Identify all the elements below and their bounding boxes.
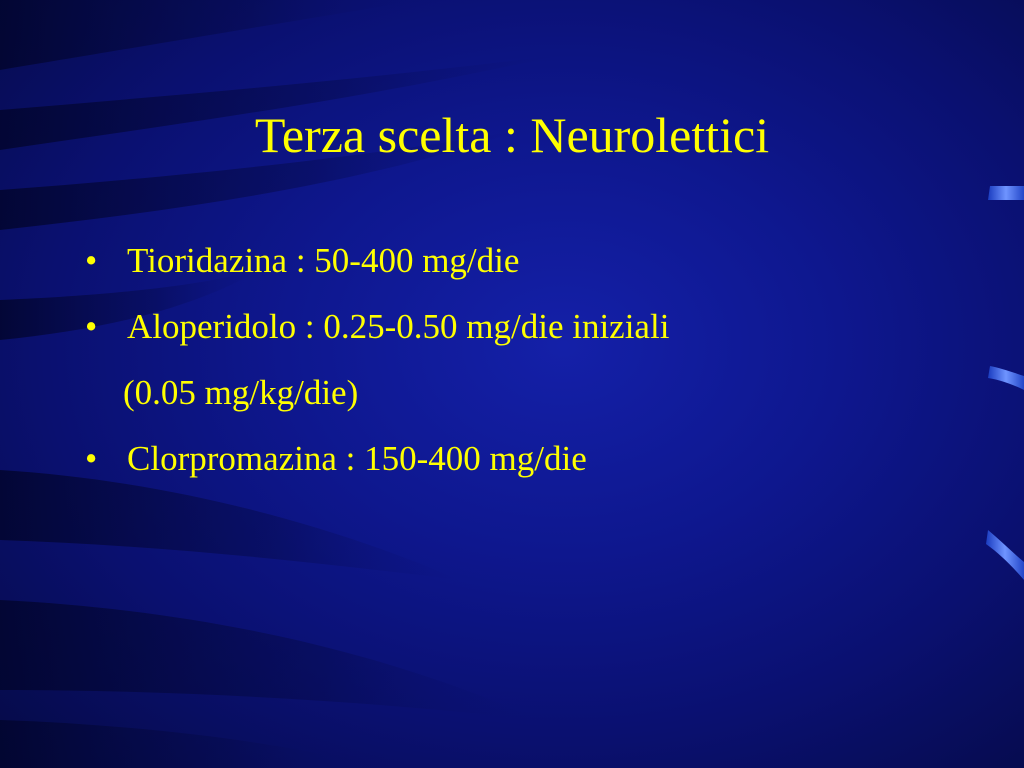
swoosh-band [0,600,540,720]
bullet-icon: • [85,439,98,478]
list-item-text: (0.05 mg/kg/die) [123,373,359,412]
list-item [85,294,985,360]
list-item-text: Aloperidolo : 0.25-0.50 mg/die iniziali [127,307,670,346]
list-item [85,426,985,492]
list-item-text: Clorpromazina : 150-400 mg/die [127,439,587,478]
bullet-icon: • [85,241,98,280]
swoosh-band [0,0,420,70]
bullet-icon: • [85,307,98,346]
edge-tab-decoration [988,366,1024,390]
bullet-list [85,228,985,492]
swoosh-band [0,720,380,768]
list-item [85,228,985,294]
list-item-continuation [85,360,985,426]
edge-tab-decoration [988,186,1024,200]
edge-tab-decoration [986,530,1024,580]
list-item-text: Tioridazina : 50-400 mg/die [127,241,520,280]
slide-title: Terza scelta : Neurolettici [254,107,770,163]
